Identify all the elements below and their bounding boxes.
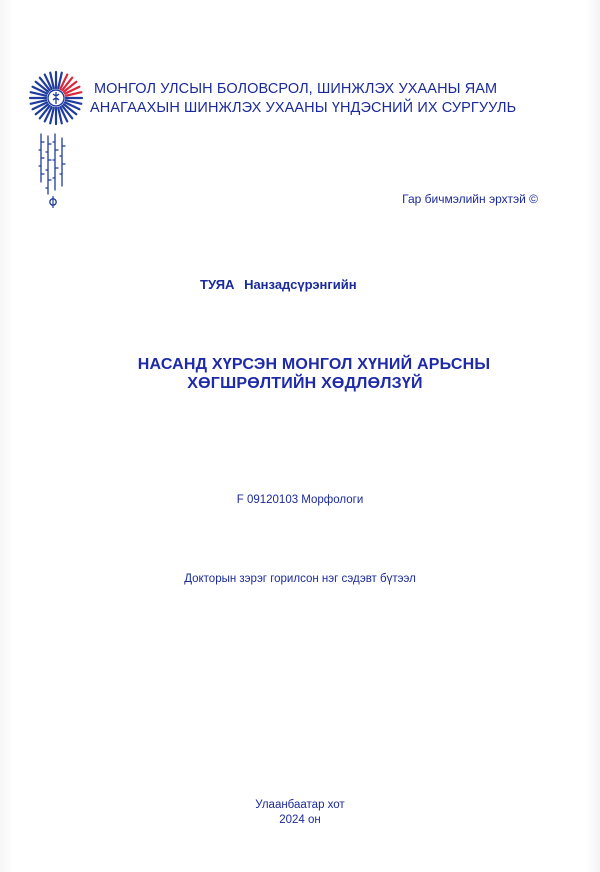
specialty-code: F 09120103 Морфологи: [236, 494, 364, 506]
author-surname: ТУЯА: [200, 277, 235, 292]
degree-statement: Докторын зэрэг горилсон нэг сэдэвт бүтээл: [184, 573, 416, 585]
place-and-year: [0, 798, 600, 828]
ministry-name: МОНГОЛ УЛСЫН БОЛОВСРОЛ, ШИНЖЛЭХ УХААНЫ ЯАМ: [94, 81, 498, 97]
author-name: [200, 277, 357, 292]
thesis-title-line-1: НАСАНД ХҮРСЭН МОНГОЛ ХҮНИЙ АРЬСНЫ: [137, 356, 491, 373]
author-given-name: Нанзадсүрэнгийн: [244, 277, 357, 292]
institution-header: [90, 80, 574, 118]
copyright-notice: Гар бичмэлийн эрхтэй ©: [402, 192, 538, 206]
university-name: АНАГААХЫН ШИНЖЛЭХ УХААНЫ ҮНДЭСНИЙ ИХ СУРГУУЛЬ: [90, 100, 517, 116]
mongolian-script-emblem-text: [37, 132, 69, 210]
thesis-title-line-2: ХӨГШРӨЛТИЙН ХӨДЛӨЛЗҮЙ: [187, 375, 423, 392]
city: Улаанбаатар хот: [255, 799, 345, 811]
year: 2024 он: [279, 814, 321, 826]
thesis-title: [0, 355, 600, 393]
